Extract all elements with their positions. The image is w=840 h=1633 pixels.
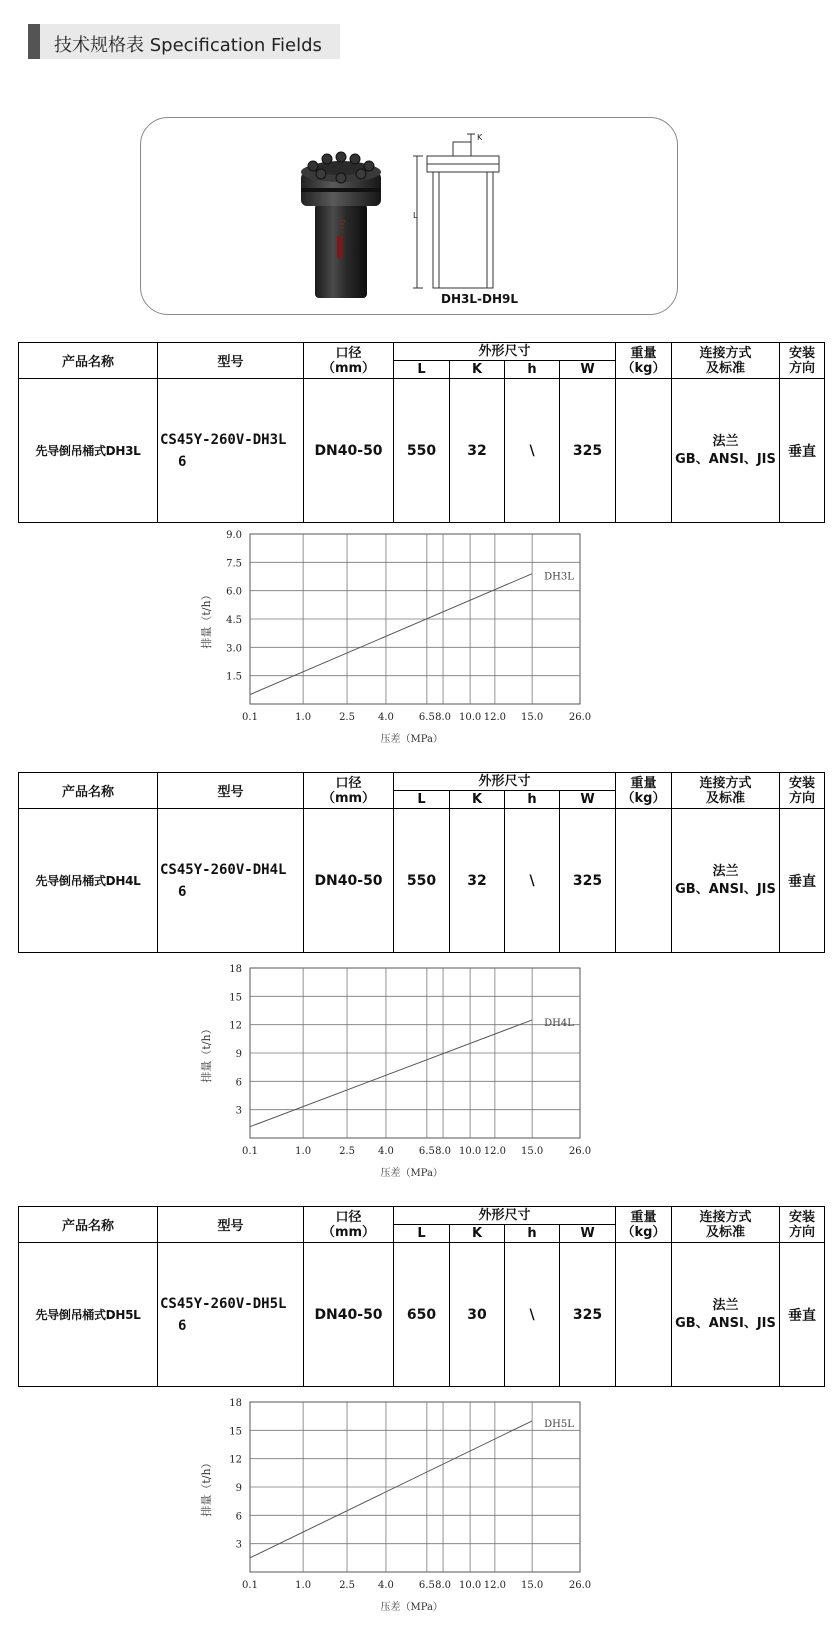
- x-tick-label: 1.0: [295, 1580, 312, 1591]
- col-header-connection: 连接方式 及标准: [672, 773, 780, 809]
- y-tick-label: 6: [235, 1077, 242, 1089]
- col-header-weight: 重量 （kg）: [616, 1207, 672, 1243]
- x-axis-label: 压差（MPa）: [380, 1168, 443, 1179]
- y-tick-label: 6: [235, 1511, 242, 1523]
- cell-K: 30: [450, 1243, 505, 1387]
- x-tick-label: 10.0: [458, 1580, 482, 1591]
- section-title: 技术规格表 Specification Fields: [54, 35, 322, 56]
- cell-W: 325: [560, 1243, 616, 1387]
- col-header-L: L: [394, 1225, 450, 1243]
- cell-connection: 法兰 GB、ANSI、JIS: [672, 809, 780, 953]
- x-axis-label: 压差（MPa）: [380, 734, 443, 745]
- y-axis-label: 排量（t/h）: [200, 1457, 213, 1517]
- cell-model: CS45Y-260V-DH3L 6: [158, 379, 304, 523]
- y-tick-label: 6.0: [226, 586, 242, 598]
- cell-W: 325: [560, 379, 616, 523]
- cell-weight: [616, 809, 672, 953]
- col-header-bore: 口径 （mm）: [304, 1207, 394, 1243]
- col-header-install: 安装 方向: [780, 1207, 825, 1243]
- cell-connection: 法兰 GB、ANSI、JIS: [672, 1243, 780, 1387]
- y-tick-label: 9: [235, 1483, 242, 1494]
- x-tick-label: 8.0: [435, 1580, 452, 1591]
- flow-chart-dh3l: [190, 530, 610, 752]
- col-header-W: W: [560, 791, 616, 809]
- cell-h: \: [505, 809, 560, 953]
- cell-bore: DN40-50: [304, 1243, 394, 1387]
- table-row: [19, 809, 825, 953]
- cell-install: 垂直: [780, 379, 825, 523]
- col-header-install: 安装 方向: [780, 773, 825, 809]
- section-header: [28, 24, 340, 59]
- cell-connection: 法兰 GB、ANSI、JIS: [672, 379, 780, 523]
- col-header-product: 产品名称: [19, 773, 158, 809]
- cell-L: 650: [394, 1243, 450, 1387]
- dim-label-k: K: [477, 133, 483, 142]
- series-label: DH3L: [544, 571, 574, 583]
- x-tick-label: 8.0: [435, 712, 452, 723]
- spec-table: [18, 1206, 825, 1387]
- x-tick-label: 15.0: [521, 712, 544, 723]
- table-row: [19, 379, 825, 523]
- x-tick-label: 12.0: [483, 712, 506, 723]
- x-tick-label: 6.5: [418, 1146, 435, 1157]
- dimension-drawing: [413, 134, 499, 288]
- y-tick-label: 3: [235, 1105, 242, 1117]
- col-header-K: K: [450, 1225, 505, 1243]
- y-tick-label: 1.5: [226, 671, 242, 683]
- y-tick-label: 7.5: [226, 558, 242, 570]
- y-tick-label: 4.5: [226, 615, 242, 626]
- col-header-h: h: [505, 1225, 560, 1243]
- trap-photo: [301, 152, 381, 298]
- x-tick-label: 6.5: [418, 1580, 435, 1591]
- x-tick-label: 0.1: [242, 712, 258, 723]
- flow-chart-dh5l: [190, 1398, 610, 1628]
- cell-weight: [616, 1243, 672, 1387]
- cell-h: \: [505, 1243, 560, 1387]
- x-axis-label: 压差（MPa）: [380, 1602, 443, 1613]
- y-tick-label: 15: [229, 1426, 242, 1438]
- x-tick-label: 1.0: [295, 712, 312, 723]
- cell-product: 先导倒吊桶式DH5L: [19, 1243, 158, 1387]
- col-header-dims: 外形尺寸: [394, 343, 616, 361]
- x-tick-label: 2.5: [339, 712, 355, 723]
- cell-weight: [616, 379, 672, 523]
- col-header-L: L: [394, 791, 450, 809]
- x-tick-label: 2.5: [339, 1146, 355, 1157]
- col-header-connection: 连接方式 及标准: [672, 1207, 780, 1243]
- col-header-bore: 口径 （mm）: [304, 773, 394, 809]
- col-header-model: 型号: [158, 1207, 304, 1243]
- x-tick-label: 10.0: [458, 712, 482, 723]
- dim-label-l: L: [413, 211, 418, 220]
- cell-install: 垂直: [780, 809, 825, 953]
- col-header-weight: 重量 （kg）: [616, 343, 672, 379]
- x-tick-label: 26.0: [568, 1146, 592, 1157]
- y-tick-label: 18: [229, 1398, 242, 1409]
- col-header-install: 安装 方向: [780, 343, 825, 379]
- cell-K: 32: [450, 809, 505, 953]
- series-label: DH4L: [544, 1017, 574, 1029]
- series-line: [250, 574, 532, 695]
- x-tick-label: 4.0: [378, 712, 394, 723]
- col-header-h: h: [505, 791, 560, 809]
- product-illustration: [141, 118, 677, 314]
- col-header-K: K: [450, 791, 505, 809]
- cell-bore: DN40-50: [304, 379, 394, 523]
- y-tick-label: 3: [235, 1539, 242, 1551]
- x-tick-label: 15.0: [521, 1580, 544, 1591]
- x-tick-label: 26.0: [568, 1580, 592, 1591]
- spec-table: [18, 342, 825, 523]
- x-tick-label: 6.5: [418, 712, 435, 723]
- x-tick-label: 1.0: [295, 1146, 312, 1157]
- x-tick-label: 0.1: [242, 1580, 258, 1591]
- spec-table: [18, 772, 825, 953]
- figure-caption: DH3L-DH9L: [441, 292, 518, 306]
- x-tick-label: 2.5: [339, 1580, 355, 1591]
- col-header-W: W: [560, 361, 616, 379]
- y-tick-label: 9: [235, 1049, 242, 1060]
- y-axis-label: 排量（t/h）: [200, 589, 213, 649]
- x-tick-label: 4.0: [378, 1580, 394, 1591]
- y-tick-label: 18: [229, 964, 242, 975]
- x-tick-label: 4.0: [378, 1146, 394, 1157]
- cell-product: 先导倒吊桶式DH4L: [19, 809, 158, 953]
- table-row: [19, 1243, 825, 1387]
- cell-model: CS45Y-260V-DH5L 6: [158, 1243, 304, 1387]
- y-tick-label: 12: [229, 1454, 242, 1466]
- cell-model: CS45Y-260V-DH4L 6: [158, 809, 304, 953]
- cell-L: 550: [394, 809, 450, 953]
- col-header-bore: 口径 （mm）: [304, 343, 394, 379]
- series-label: DH5L: [544, 1418, 574, 1430]
- y-tick-label: 3.0: [226, 643, 242, 655]
- col-header-h: h: [505, 361, 560, 379]
- x-tick-label: 15.0: [521, 1146, 544, 1157]
- x-tick-label: 10.0: [458, 1146, 482, 1157]
- cell-bore: DN40-50: [304, 809, 394, 953]
- cell-install: 垂直: [780, 1243, 825, 1387]
- header-accent-bar: [28, 24, 40, 59]
- y-tick-label: 12: [229, 1020, 242, 1032]
- y-tick-label: 15: [229, 992, 242, 1004]
- col-header-model: 型号: [158, 343, 304, 379]
- x-tick-label: 0.1: [242, 1146, 258, 1157]
- col-header-W: W: [560, 1225, 616, 1243]
- cell-K: 32: [450, 379, 505, 523]
- body-mark: DH: [338, 219, 345, 229]
- x-tick-label: 12.0: [483, 1580, 506, 1591]
- product-figure-frame: [140, 117, 678, 315]
- y-tick-label: 9.0: [226, 530, 242, 541]
- col-header-K: K: [450, 361, 505, 379]
- cell-L: 550: [394, 379, 450, 523]
- series-line: [250, 1020, 532, 1127]
- col-header-connection: 连接方式 及标准: [672, 343, 780, 379]
- flow-chart-dh4l: [190, 964, 610, 1186]
- col-header-weight: 重量 （kg）: [616, 773, 672, 809]
- cell-product: 先导倒吊桶式DH3L: [19, 379, 158, 523]
- y-axis-label: 排量（t/h）: [200, 1023, 213, 1083]
- x-tick-label: 26.0: [568, 712, 592, 723]
- col-header-dims: 外形尺寸: [394, 1207, 616, 1225]
- col-header-model: 型号: [158, 773, 304, 809]
- col-header-L: L: [394, 361, 450, 379]
- cell-h: \: [505, 379, 560, 523]
- col-header-product: 产品名称: [19, 343, 158, 379]
- x-tick-label: 8.0: [435, 1146, 452, 1157]
- col-header-dims: 外形尺寸: [394, 773, 616, 791]
- x-tick-label: 12.0: [483, 1146, 506, 1157]
- col-header-product: 产品名称: [19, 1207, 158, 1243]
- series-line: [250, 1421, 532, 1558]
- cell-W: 325: [560, 809, 616, 953]
